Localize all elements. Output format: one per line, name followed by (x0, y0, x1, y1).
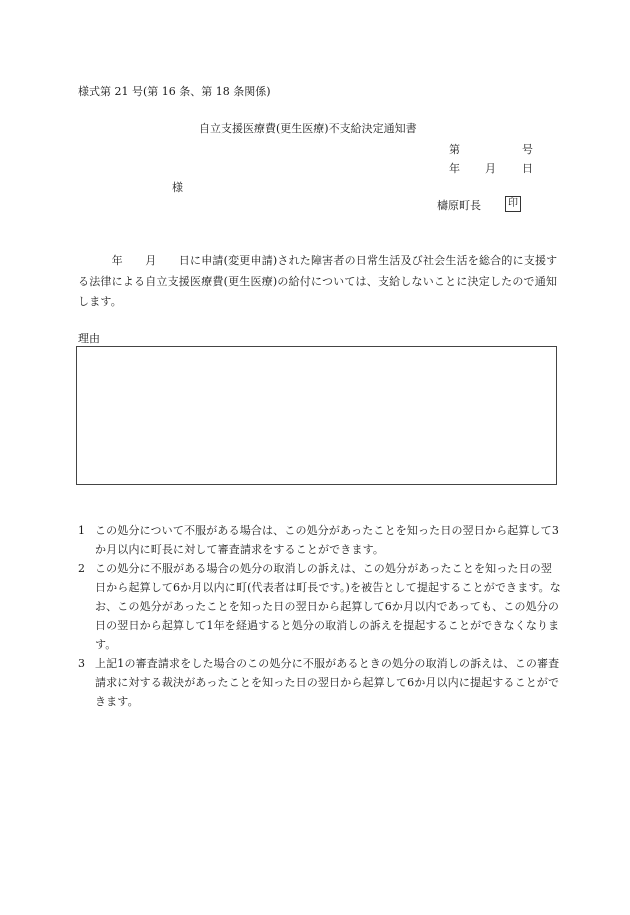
note-number: 3 (78, 657, 85, 670)
note-text: この処分に不服がある場合の処分の取消しの訴えは、この処分があったことを知った日の翌日から起算して6か月以内に町(代表者は町長です。)を被告として提起することができます。なお、この処分があったことを知った日の翌日から起算して6か月以内であっても、この処分の日の翌日から起算して1年を経過すると処分の取消しの訴えを提起することができなくなります。 (95, 562, 561, 651)
note-text: この処分について不服がある場合は、この処分があったことを知った日の翌日から起算して3か月以内に町長に対して審査請求をすることができます。 (95, 524, 559, 556)
seal-stamp: 印 (505, 196, 521, 212)
reason-box[interactable] (76, 346, 557, 485)
date-year-label: 年 (449, 162, 460, 175)
notes-list (78, 521, 562, 711)
document-number-prefix: 第 (449, 143, 460, 156)
note-item (78, 654, 562, 711)
form-number: 様式第 21 号(第 16 条、第 18 条関係) (78, 85, 271, 98)
note-item (78, 521, 562, 559)
note-item (78, 559, 562, 654)
notice-paragraph: 年 月 日に申請(変更申請)された障害者の日常生活及び社会生活を総合的に支援する法律による自立支援医療費(更生医療)の給付については、支給しないことに決定したので通知します。 (78, 254, 558, 308)
date-month-label: 月 (485, 162, 496, 175)
document-number-suffix: 号 (522, 143, 533, 156)
issuer-name: 檮原町長 (437, 199, 481, 212)
date-day-label: 日 (522, 162, 533, 175)
recipient-honorific: 様 (172, 181, 183, 194)
note-number: 1 (78, 524, 85, 537)
document-title: 自立支援医療費(更生医療)不支給決定通知書 (199, 122, 417, 135)
reason-label: 理由 (78, 332, 100, 345)
note-number: 2 (78, 562, 85, 575)
note-text: 上記1の審査請求をした場合のこの処分に不服があるときの処分の取消しの訴えは、この審査請求に対する裁決があったことを知った日の翌日から起算して6か月以内に提起することができます。 (95, 657, 560, 708)
